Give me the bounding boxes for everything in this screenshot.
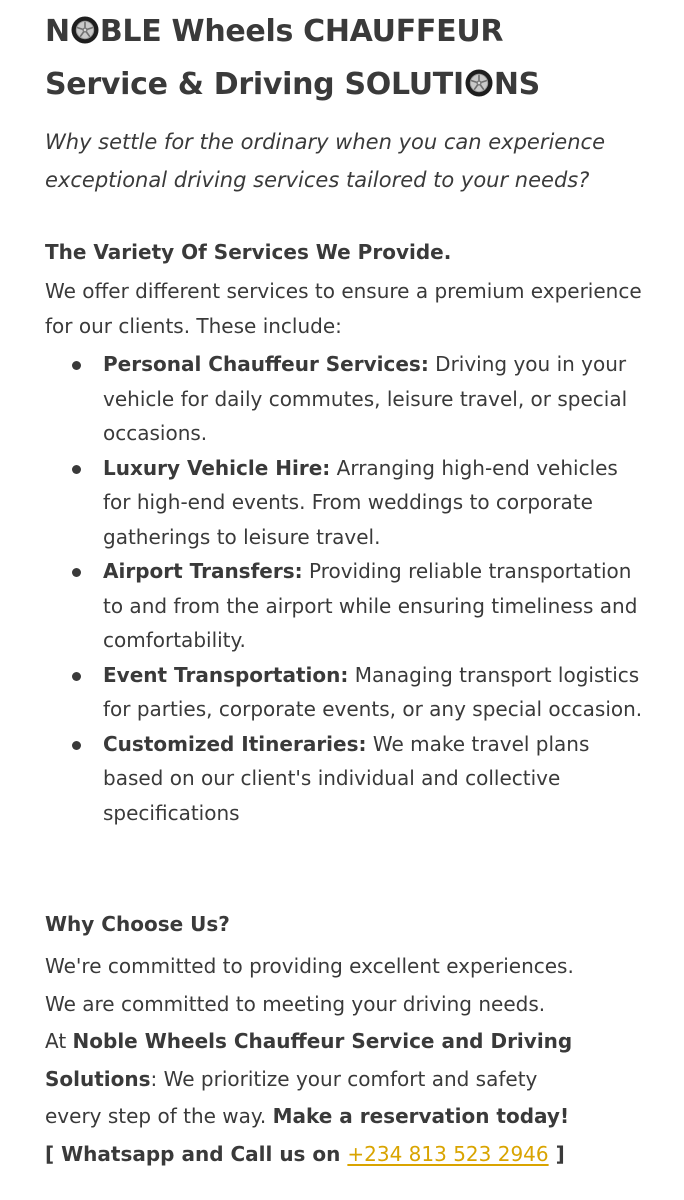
title-line-1-end: BLE Wheels CHAUFFEUR	[99, 14, 504, 49]
service-name: Airport Transfers:	[103, 559, 303, 583]
service-description: Driving you in your vehicle for daily commutes, leisure travel, or special occasions.	[103, 352, 628, 445]
why-body	[45, 948, 645, 1173]
list-item	[45, 658, 645, 727]
title-line-1	[45, 14, 503, 49]
company-name: Noble Wheels Chauffeur Service and Driving	[72, 1029, 573, 1053]
bullet-icon	[72, 672, 81, 681]
bullet-icon	[72, 741, 81, 750]
service-description: Arranging high-end vehicles for high-end events. From weddings to corporate gatherings to leisure travel.	[103, 455, 618, 549]
why-line-5-start: every step of the way.	[45, 1104, 273, 1128]
service-name: Personal Chauffeur Services:	[103, 352, 429, 376]
list-item	[45, 727, 645, 831]
services-intro: We offer different services to ensure a premium experience for our clients. These include:	[45, 279, 642, 338]
list-item	[45, 451, 645, 555]
list-item	[45, 347, 645, 451]
why-line-5	[45, 1098, 645, 1136]
company-name-end: Solutions	[45, 1066, 151, 1091]
tagline: Why settle for the ordinary when you can experience exceptional driving services tailored to your needs?	[45, 130, 605, 192]
title-line-2-end: NS	[493, 67, 540, 102]
why-line-3	[45, 1023, 645, 1061]
why-line-4	[45, 1061, 645, 1099]
bullet-icon	[72, 361, 81, 370]
service-description: Managing transport logistics for parties, corporate events, or any special occasion.	[103, 662, 643, 721]
reservation-cta: Make a reservation today!	[272, 1104, 570, 1128]
why-heading: Why Choose Us?	[45, 912, 230, 936]
why-line-4-end: : We prioritize your comfort and safety	[150, 1066, 538, 1091]
title-line-2	[45, 67, 540, 102]
services-heading: The Variety Of Services We Provide.	[45, 240, 452, 264]
why-line-3-start: At	[45, 1029, 73, 1053]
service-name: Event Transportation:	[103, 662, 349, 687]
service-description: We make travel plans based on our client's individual and collective specifications	[103, 731, 590, 825]
service-name: Luxury Vehicle Hire:	[103, 455, 331, 480]
contact-close: ]	[548, 1141, 565, 1166]
list-item	[45, 554, 645, 658]
contact-label: [ Whatsapp and Call us on	[45, 1141, 348, 1166]
bullet-icon	[72, 568, 81, 577]
service-name: Customized Itineraries:	[103, 731, 367, 756]
bullet-icon	[72, 465, 81, 474]
wheel-icon	[71, 16, 99, 44]
title-line-1-start: N	[45, 14, 70, 49]
why-line-2: We are committed to meeting your driving needs.	[45, 991, 546, 1016]
phone-link[interactable]: +234 813 523 2946	[347, 1141, 549, 1166]
services-list	[45, 347, 645, 830]
wheel-icon	[465, 69, 493, 97]
title-line-2-start: Service & Driving SOLUTI	[45, 67, 464, 102]
service-description: Providing reliable transportation to and from the airport while ensuring timeliness and comfortability.	[103, 559, 638, 652]
why-line-1: We're committed to providing excellent experiences.	[45, 954, 574, 978]
contact-line	[45, 1136, 645, 1174]
